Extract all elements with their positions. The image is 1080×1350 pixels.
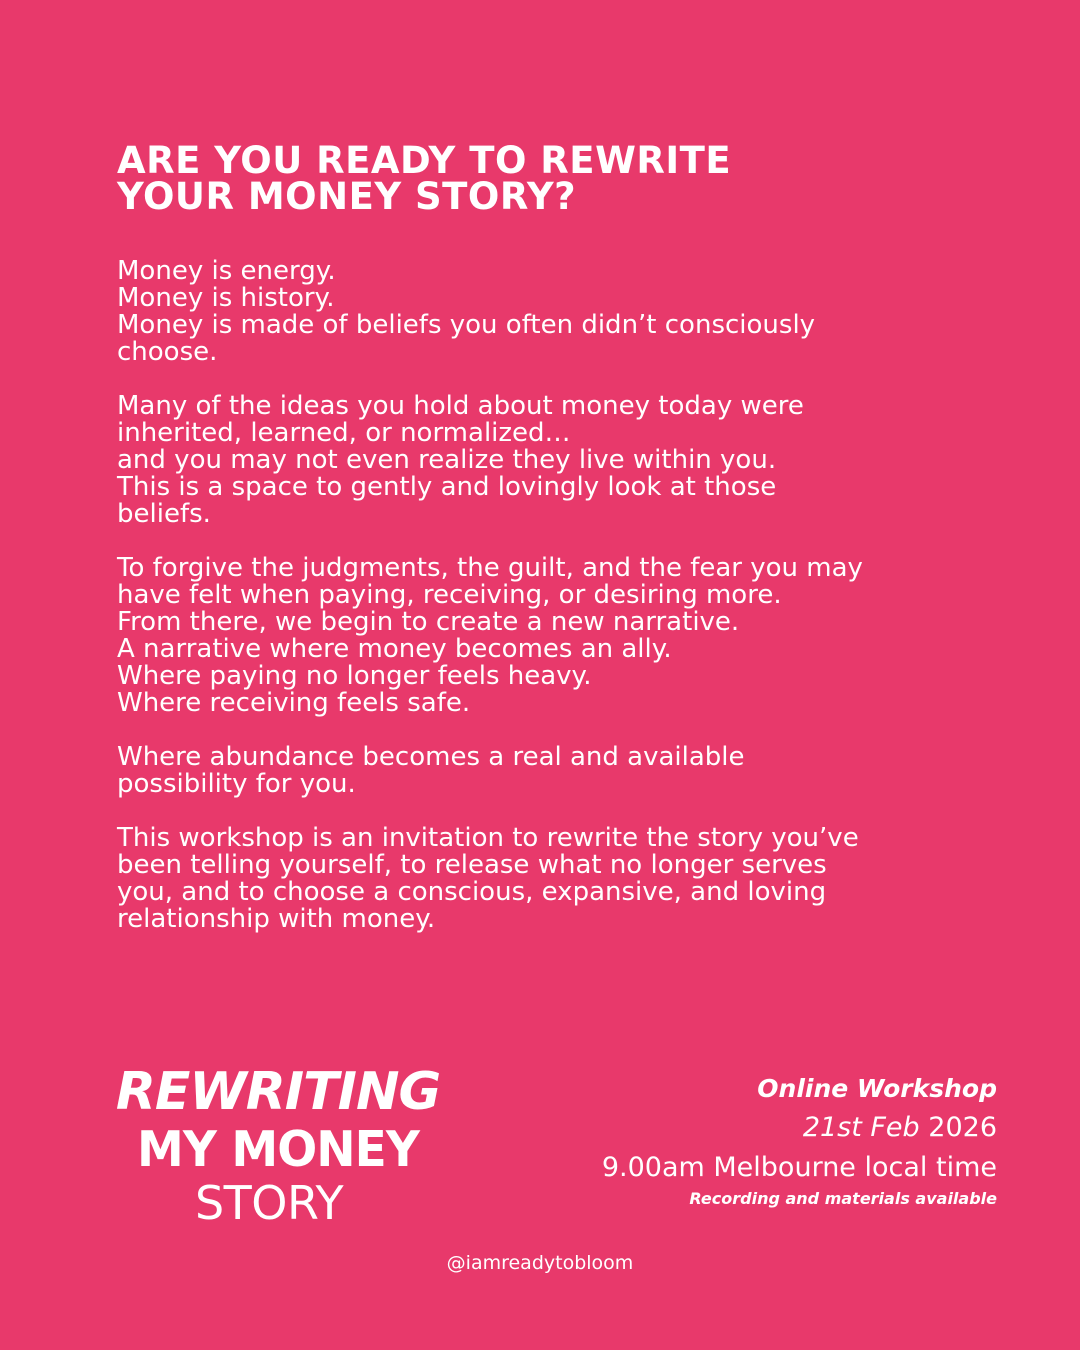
- logo-line-my-money: MY MONEY: [137, 1121, 419, 1178]
- body-line: To forgive the judgments, the guilt, and the fear you may: [117, 553, 863, 583]
- body-line: This workshop is an invitation to rewrite the story you’ve: [117, 823, 859, 853]
- event-type: Online Workshop: [757, 1074, 997, 1103]
- event-note: Recording and materials available: [689, 1189, 997, 1208]
- body-line: Many of the ideas you hold about money today were: [117, 391, 804, 421]
- body-text: [117, 258, 997, 960]
- body-line: Where abundance becomes a real and available: [117, 742, 745, 772]
- body-line: beliefs.: [117, 499, 211, 529]
- body-line: possibility for you.: [117, 769, 356, 799]
- paragraph-3: [117, 555, 997, 717]
- event-date: [497, 1108, 997, 1148]
- body-line: inherited, learned, or normalized…: [117, 418, 571, 448]
- body-line: been telling yourself, to release what no longer serves: [117, 850, 827, 880]
- body-line: From there, we begin to create a new narrative.: [117, 607, 740, 637]
- body-line: Money is history.: [117, 283, 335, 313]
- logo-line-story: STORY: [194, 1176, 344, 1230]
- paragraph-1: [117, 258, 997, 366]
- heading-line-1: ARE YOU READY TO REWRITE: [117, 139, 732, 182]
- heading-line-2: YOUR MONEY STORY?: [117, 175, 577, 218]
- body-line: A narrative where money becomes an ally.: [117, 634, 672, 664]
- logo-line-rewriting: REWRITING: [115, 1062, 441, 1122]
- page-heading: [117, 139, 977, 218]
- body-line: relationship with money.: [117, 904, 436, 934]
- social-handle: @iamreadytobloom: [446, 1252, 634, 1274]
- paragraph-2: [117, 393, 997, 528]
- body-line: Money is energy.: [117, 256, 336, 286]
- event-details: [497, 1070, 997, 1210]
- body-line: This is a space to gently and lovingly look at those: [117, 472, 777, 502]
- event-date-day: 21st Feb: [802, 1112, 920, 1143]
- body-line: and you may not even realize they live within you.: [117, 445, 777, 475]
- body-line: Where paying no longer feels heavy.: [117, 661, 592, 691]
- workshop-logo: [108, 1062, 448, 1228]
- body-line: you, and to choose a conscious, expansive, and loving: [117, 877, 827, 907]
- body-line: have felt when paying, receiving, or desiring more.: [117, 580, 782, 610]
- body-line: choose.: [117, 337, 218, 367]
- event-time: 9.00am Melbourne local time: [601, 1152, 997, 1183]
- paragraph-4: [117, 744, 997, 798]
- body-line: Where receiving feels safe.: [117, 688, 471, 718]
- body-line: Money is made of beliefs you often didn’t consciously: [117, 310, 816, 340]
- event-date-year: 2026: [928, 1112, 997, 1143]
- paragraph-5: [117, 825, 997, 933]
